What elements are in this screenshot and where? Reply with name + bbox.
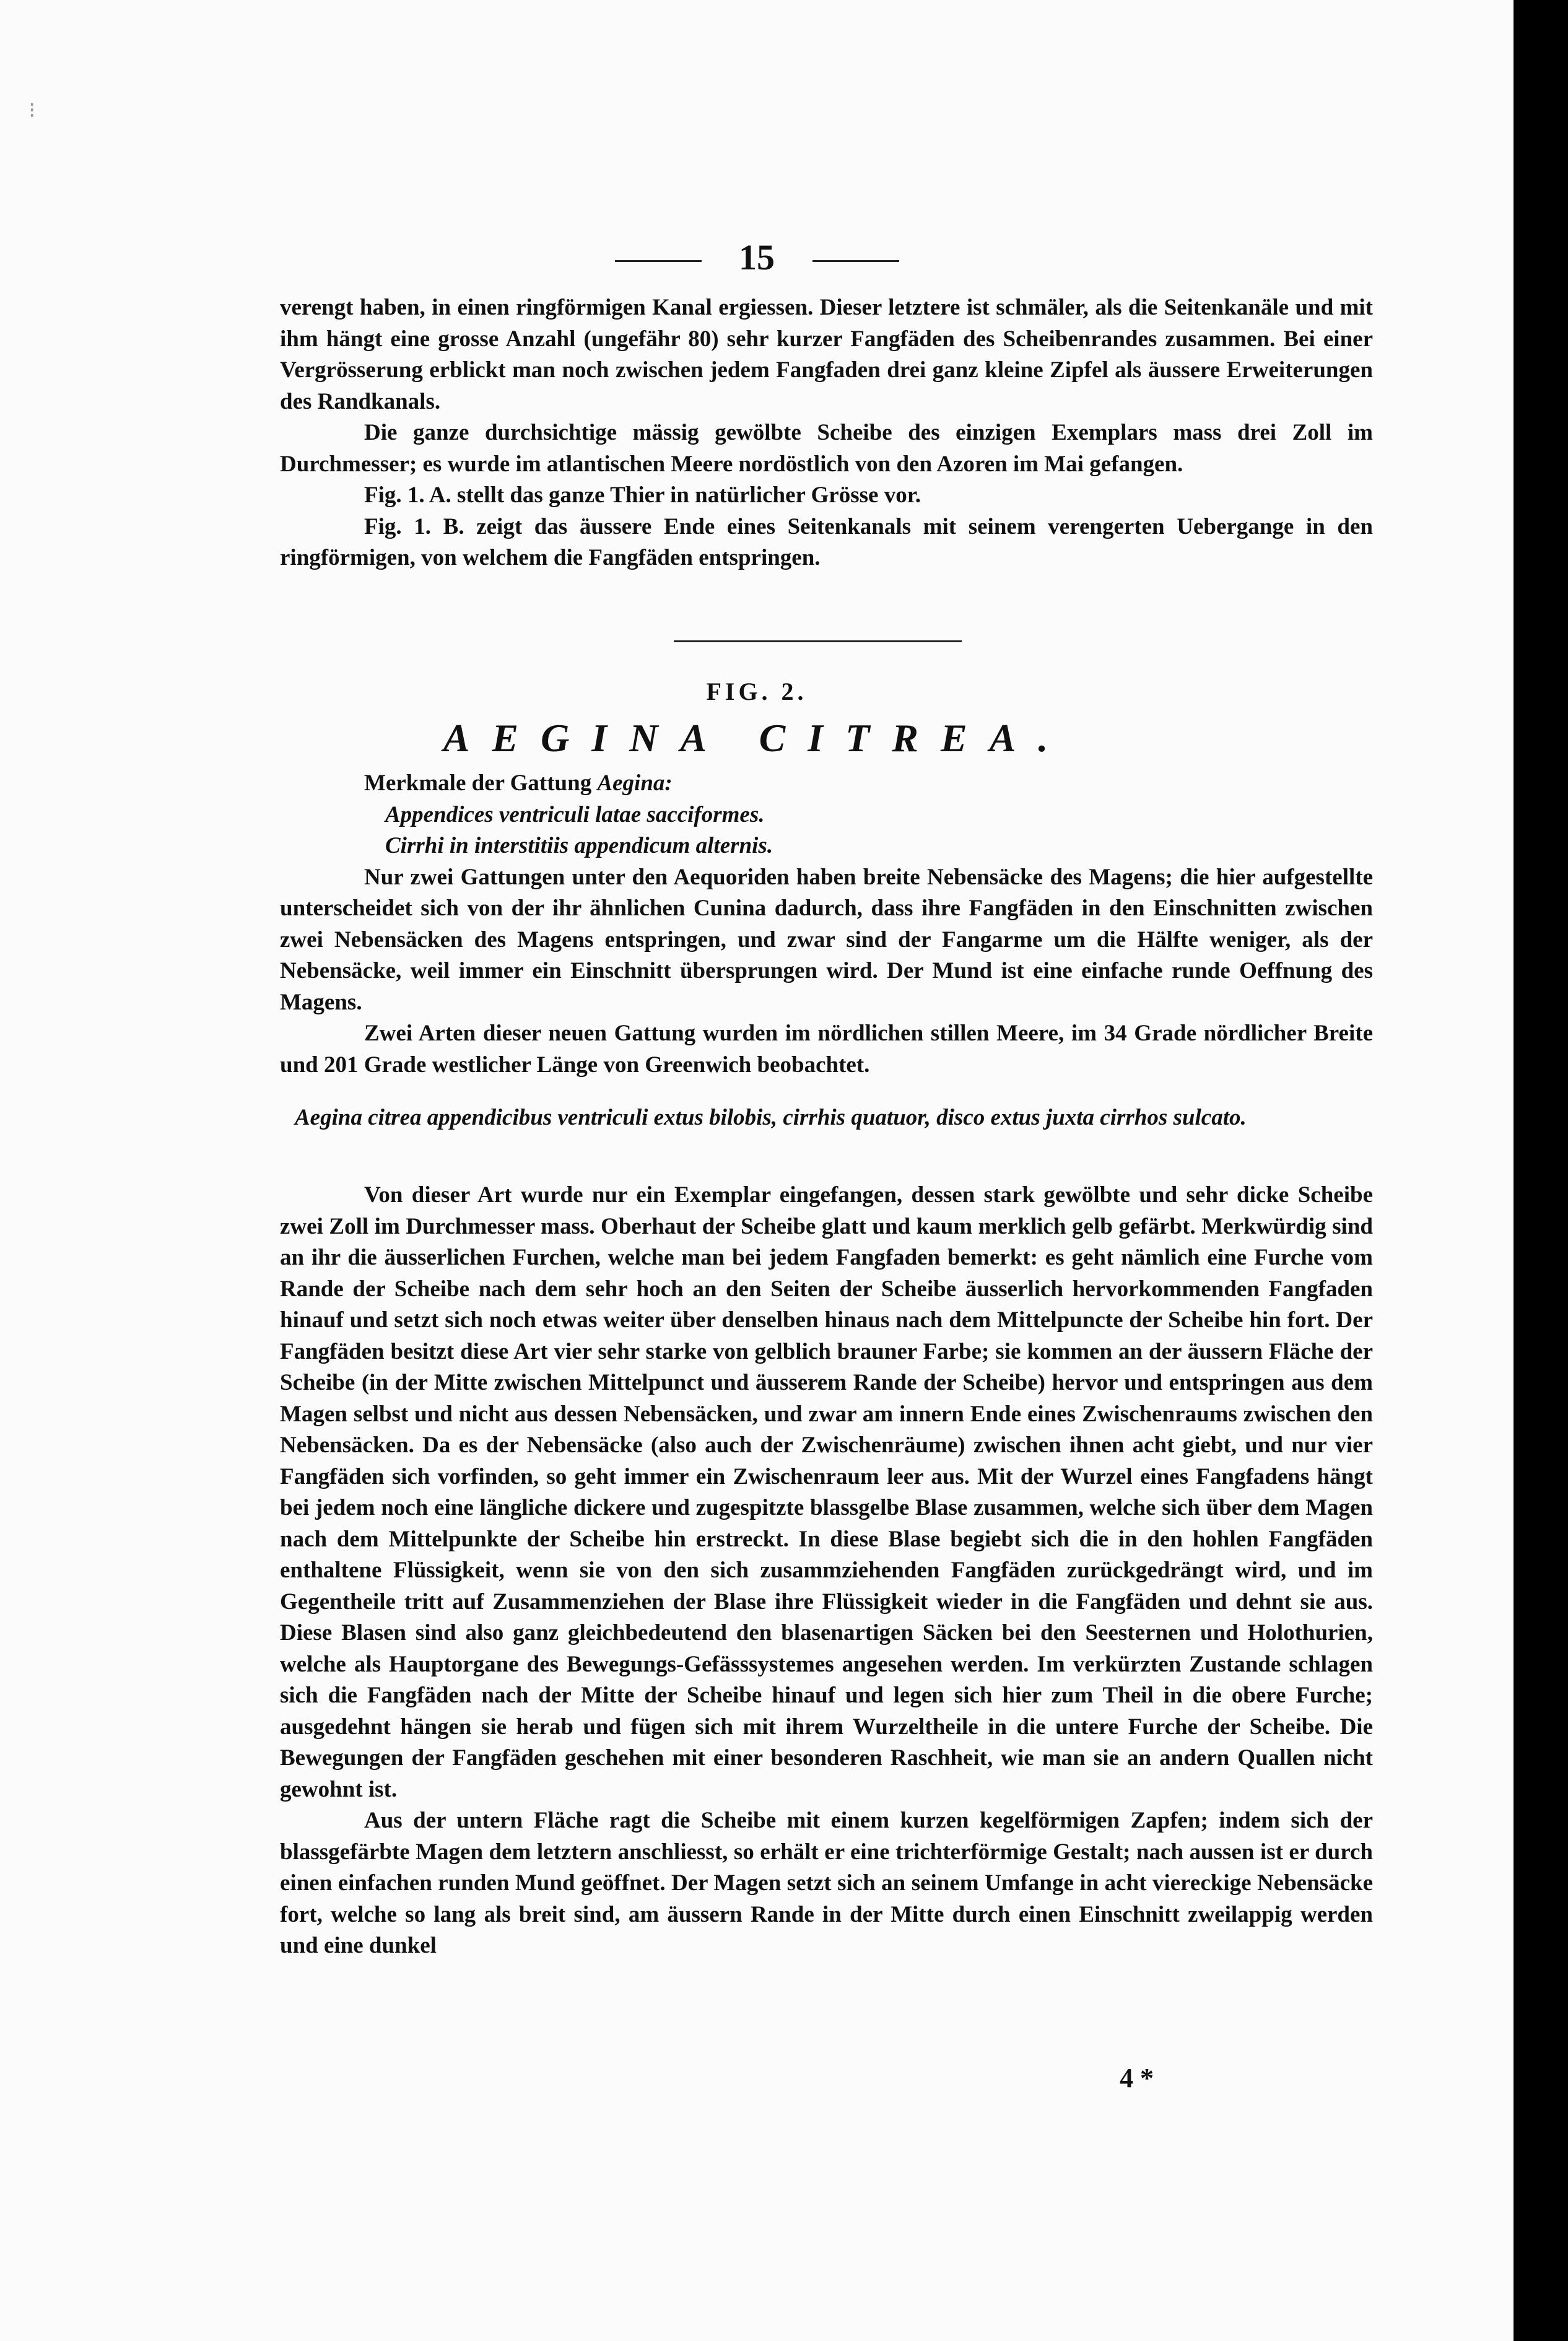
- figure-caption: Fig. 1. A. stellt das ganze Thier in natürlicher Grösse vor.: [364, 482, 921, 508]
- paragraph: Zwei Arten dieser neuen Gattung wurden im nördlichen stillen Meere, im 34 Grade nördlicher Breite und 201 Grade westlicher Länge von Greenwich beobachtet.: [280, 1021, 1373, 1078]
- top-text-block: [280, 292, 1373, 574]
- paragraph: Aus der untern Fläche ragt die Scheibe mit einem kurzen kegelförmigen Zapfen; indem sich der blassgefärbte Magen dem letztern anschliesst, so erhält er eine trichterförmige Gestalt; nach aussen ist er durch einen einfachen runden Mund geöffnet. Der Magen setzt sich an seinem Umfange in acht viereckige Nebensäcke fort, welche so lang als breit sind, am äussern Rande in der Mitte durch einen Einschnitt zweilappig werden und eine dunkel: [280, 1808, 1373, 1958]
- paragraph: Die ganze durchsichtige mässig gewölbte Scheibe des einzigen Exemplars mass drei Zoll im Durchmesser; es wurde im atlantischen Meere nordöstlich von den Azoren im Mai gefangen.: [280, 420, 1373, 477]
- description-block: [280, 1180, 1373, 1962]
- genus-name: Aegina:: [597, 770, 673, 796]
- figure-caption: Fig. 1. B. zeigt das äussere Ende eines Seitenkanals mit seinem verengerten Uebergange in den ringförmigen, von welchem die Fangfäden entspringen.: [280, 513, 1373, 570]
- header-rule-right: [812, 260, 899, 262]
- genus-intro: Merkmale der Gattung: [364, 770, 592, 796]
- header-rule-left: [615, 260, 702, 262]
- paragraph: Nur zwei Gattungen unter den Aequoriden haben breite Nebensäcke des Magens; die hier aufgestellte unterscheidet sich von der ihr ähnlichen Cunina dadurch, dass ihre Fangfäden in den Einschnitten zwischen zwei Nebensäcken des Magens entspringen, und zwar sind der Fangarme um die Hälfte weniger, als der Nebensäcke, weil immer ein Einschnitt übersprungen wird. Der Mund ist eine einfache runde Oeffnung des Magens.: [280, 864, 1373, 1015]
- species-diagnosis: Aegina citrea appendicibus ventriculi extus bilobis, cirrhis quatuor, disco extus juxta cirrhos sulcato.: [295, 1105, 1247, 1130]
- genus-block: [280, 768, 1373, 1081]
- genus-character: Appendices ventriculi latae sacciformes.: [385, 801, 765, 827]
- species-title: AEGINA CITREA.: [443, 716, 1071, 760]
- paragraph: Von dieser Art wurde nur ein Exemplar eingefangen, dessen stark gewölbte und sehr dicke Scheibe zwei Zoll im Durchmesser mass. Oberhaut der Scheibe glatt und kaum merklich gelb gefärbt. Merkwürdig sind an ihr die äusserlichen Furchen, welche man bei jedem Fangfaden bemerkt: es geht nämlich eine Furche vom Rande der Scheibe nach dem sehr hoch an den Seiten der Scheibe äusserlich hervorkommenden Fangfaden hinauf und setzt sich noch etwas weiter über denselben hinaus nach dem Mittelpuncte der Scheibe hin fort. Der Fangfäden besitzt diese Art vier sehr starke von gelblich brauner Farbe; sie kommen an der äussern Fläche der Scheibe (in der Mitte zwischen Mittelpunct und äusserem Rande der Scheibe) hervor und entspringen aus dem Magen selbst und nicht aus dessen Nebensäcken, und zwar am innern Ende eines Zwischenraums zwischen den Nebensäcken. Da es der Nebensäcke (also auch der Zwischenräume) zwischen ihnen acht giebt, und nur vier Fangfäden sich vorfinden, so geht immer ein Zwischenraum leer aus. Mit der Wurzel eines Fangfadens hängt bei jedem noch eine längliche dickere und zugespitzte blassgelbe Blase zusammen, welche sich über dem Magen nach dem Mittelpunkte der Scheibe hin erstreckt. In diese Blase begiebt sich die in den hohlen Fangfäden enthaltene Flüssigkeit, wenn sie von den sich zusammziehenden Fangfäden zurückgedrängt wird, und im Gegentheile tritt auf Zusammenziehen der Blase ihre Flüssigkeit wieder in die Fangfäden und dehnt sie aus. Diese Blasen sind also ganz gleichbedeutend den blasenartigen Säcken bei den Seesternen und Holothurien, welche als Hauptorgane des Bewegungs-Gefässsystemes angesehen werden. Im verkürzten Zustande schlagen sich die Fangfäden nach der Mitte der Scheibe hinauf und legen sich hier zum Theil in die obere Furche; ausgedehnt hängen sie herab und fügen sich mit ihrem Wurzeltheile in die untere Furche der Scheibe. Die Bewegungen der Fangfäden geschehen mit einer besonderen Raschheit, wie man sie an andern Quallen nicht gewohnt ist.: [280, 1182, 1373, 1802]
- diagnosis-block: [280, 1102, 1373, 1134]
- section-divider: [674, 640, 962, 642]
- margin-speck: ⁝: [28, 98, 36, 123]
- paragraph: verengt haben, in einen ringförmigen Kanal ergiessen. Dieser letztere ist schmäler, als die Seitenkanäle und mit ihm hängt eine grosse Anzahl (ungefähr 80) sehr kurzer Fangfäden des Scheibenrandes zusammen. Bei einer Vergrösserung erblickt man noch zwischen jedem Fangfaden drei ganz kleine Zipfel als äussere Erweiterungen des Randkanals.: [280, 295, 1373, 414]
- genus-character: Cirrhi in interstitiis appendicum alternis.: [385, 833, 773, 858]
- figure-heading: FIG. 2.: [706, 678, 808, 705]
- signature-mark: 4 *: [1120, 2063, 1154, 2093]
- page-header: [0, 237, 1514, 278]
- genus-intro-line: [280, 768, 1373, 800]
- page-number: 15: [739, 237, 775, 277]
